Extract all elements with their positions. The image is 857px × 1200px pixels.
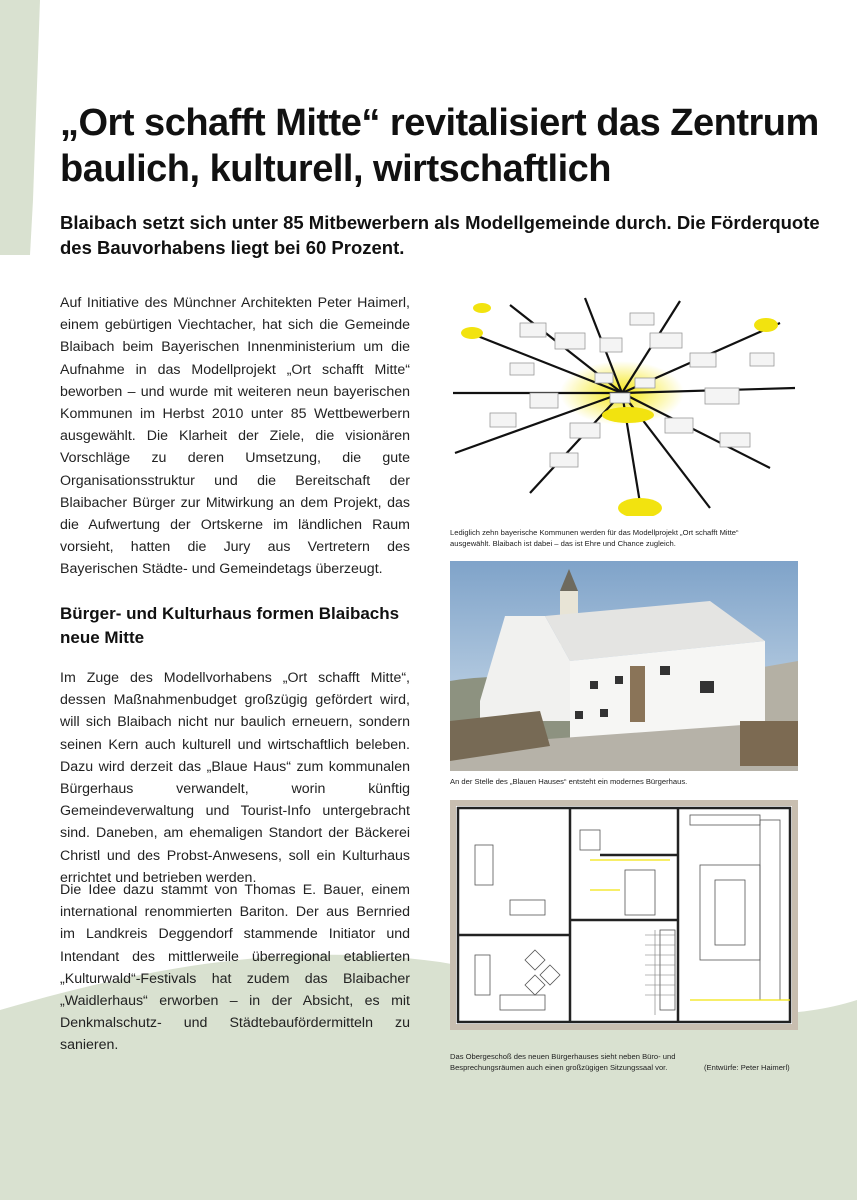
left-green-band bbox=[0, 0, 40, 255]
body-paragraph-1: Auf Initiative des Münchner Architekten Peter Haimerl, einem gebürtigen Viechtacher, hat sich die Gemeinde Blaibach beim Bayerischen Innenministerium um die Aufnahme in das Modellprojekt „Ort schafft Mitte“ beworben – und wurde mit weiteren neun bayerischen Kommunen im Herbst 2010 unter 85 Wettbewerbern ausgewählt. Die Klarheit der Ziele, die visionären Vorschläge zu deren Umsetzung, die gute Organisationsstruktur und die Bereitschaft der Blaibacher Bürger zur Mitwirkung an dem Projekt, das die Aufwertung der Ortskerne im ländlichen Raum vorsieht, hatten die Jury aus Vertretern des Bayerischen Städte- und Gemeindetags überzeugt. bbox=[60, 295, 410, 578]
figure-credit: (Entwürfe: Peter Haimerl) bbox=[704, 1063, 790, 1072]
section-heading: Bürger- und Kulturhaus formen Blaibachs neue Mitte bbox=[60, 604, 400, 647]
figure-caption-2: An der Stelle des „Blauen Hauses“ entsteht ein modernes Bürgerhaus. bbox=[450, 777, 688, 786]
article-subtitle: Blaibach setzt sich unter 85 Mitbewerbern als Modellgemeinde durch. Die Förderquote des Bauvorhabens liegt bei 60 Prozent. bbox=[60, 212, 820, 258]
body-paragraph-2: Im Zuge des Modellvorhabens „Ort schafft Mitte“, dessen Maßnahmenbudget großzügig gefördert wird, will sich Blaibach nicht nur baulich erneuern, sondern seinen Kern auch kulturell und wirtschaftlich beleben. Dazu wird derzeit das „Blaue Haus“ zum kommunalen Bürgerhaus verwandelt, worin künftig Gemeindeverwaltung und Tourist-Info untergebracht sind. Daneben, am ehemaligen Standort der Bäckerei Christl und des Probst-Anwesens, soll ein Kulturhaus errichtet und betrieben werden. bbox=[60, 670, 410, 886]
floor-plan-image bbox=[450, 800, 798, 1030]
article-title: „Ort schafft Mitte“ revitalisiert das Zentrum baulich, kulturell, wirtschaftlich bbox=[60, 102, 819, 190]
concept-model-image bbox=[450, 293, 798, 516]
figure-caption-1: Lediglich zehn bayerische Kommunen werden für das Modellprojekt „Ort schafft Mitte“ ausgewählt. Blaibach ist dabei – das ist Ehre und Chance zugleich. bbox=[450, 528, 739, 548]
body-paragraph-3: Die Idee dazu stammt von Thomas E. Bauer, einem international renommierten Bariton. Der aus Bernried im Landkreis Deggendorf stammende Initiator und Intendant des mittlerweile überregional etablierten „Kulturwald“-Festivals hat zudem das Blaibacher „Waidlerhaus“ erworben – in der Absicht, es mit Denkmalschutz- und Städtebaufördermitteln zu sanieren. bbox=[60, 882, 410, 1054]
figure-caption-3: Das Obergeschoß des neuen Bürgerhauses sieht neben Büro- und Besprechungsräumen auch einen großzügigen Sitzungssaal vor. bbox=[450, 1052, 676, 1072]
building-rendering-image bbox=[450, 561, 798, 771]
